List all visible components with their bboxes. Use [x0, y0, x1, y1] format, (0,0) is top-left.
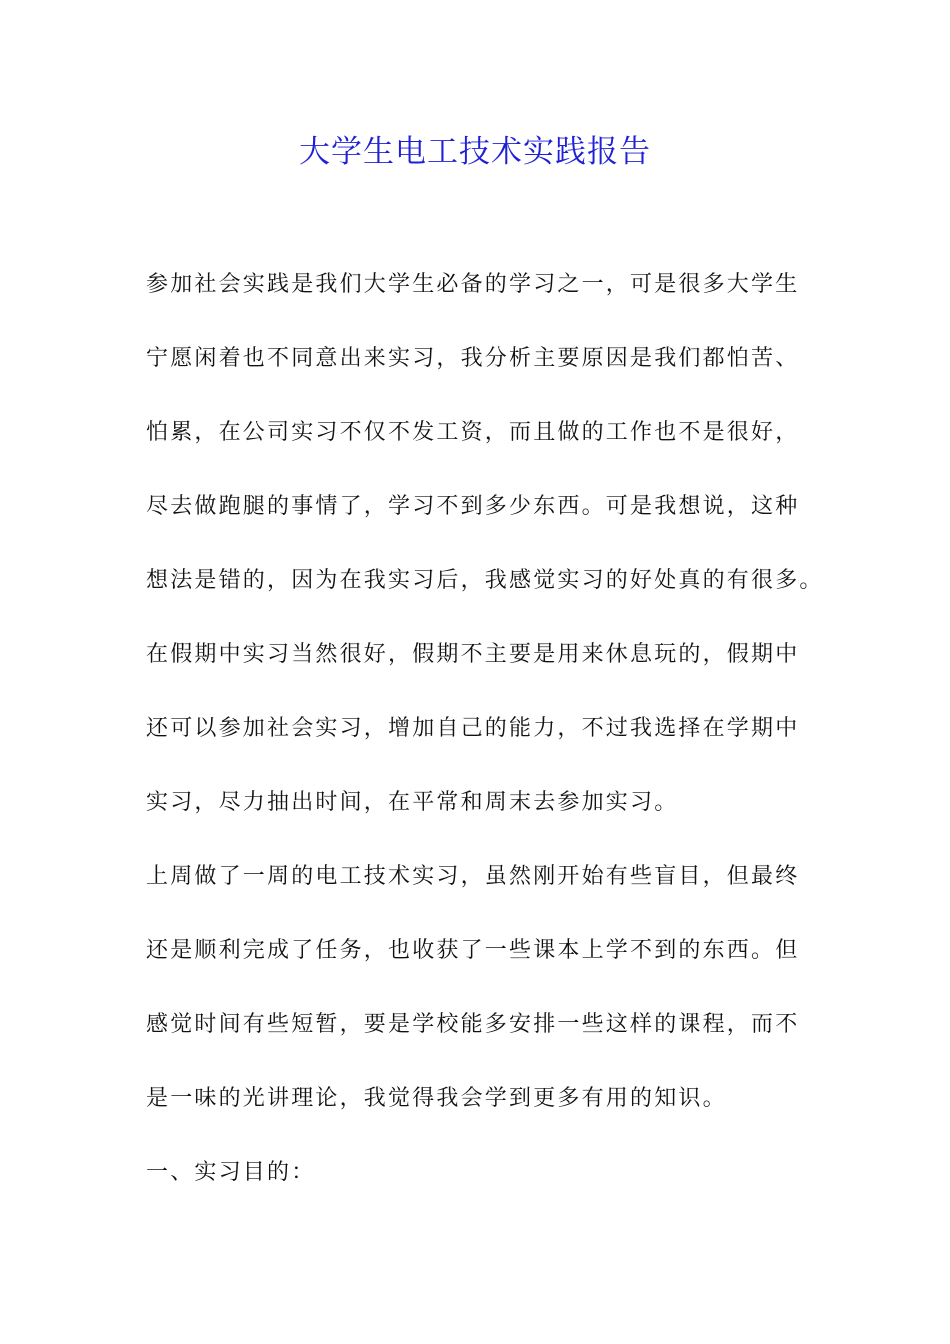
text-line: 感觉时间有些短暂，要是学校能多安排一些这样的课程，而不: [146, 1012, 800, 1037]
document-title: 大学生电工技术实践报告: [299, 134, 651, 170]
text-line: 想法是错的，因为在我实习后，我感觉实习的好处真的有很多。: [146, 568, 824, 593]
section-heading-text: 一、实习目的：: [146, 1160, 316, 1185]
paragraph-1: [146, 266, 824, 858]
text-line: 参加社会实践是我们大学生必备的学习之一，可是很多大学生: [146, 272, 800, 297]
text-line: 怕累，在公司实习不仅不发工资，而且做的工作也不是很好，: [146, 420, 800, 445]
paragraph-2: [146, 858, 806, 1154]
text-line: 还是顺利完成了任务，也收获了一些课本上学不到的东西。但: [146, 938, 800, 963]
text-line: 上周做了一周的电工技术实习，虽然刚开始有些盲目，但最终: [146, 864, 800, 889]
text-line: 实习，尽力抽出时间，在平常和周末去参加实习。: [146, 790, 679, 815]
section-heading-1: [146, 1154, 806, 1228]
text-line: 尽去做跑腿的事情了，学习不到多少东西。可是我想说，这种: [146, 494, 800, 519]
document-body: [146, 266, 824, 1228]
text-line: 在假期中实习当然很好，假期不主要是用来休息玩的，假期中: [146, 642, 800, 667]
text-line: 宁愿闲着也不同意出来实习，我分析主要原因是我们都怕苦、: [146, 346, 800, 371]
text-line: 还可以参加社会实习，增加自己的能力，不过我选择在学期中: [146, 716, 800, 741]
text-line: 是一味的光讲理论，我觉得我会学到更多有用的知识。: [146, 1086, 727, 1111]
